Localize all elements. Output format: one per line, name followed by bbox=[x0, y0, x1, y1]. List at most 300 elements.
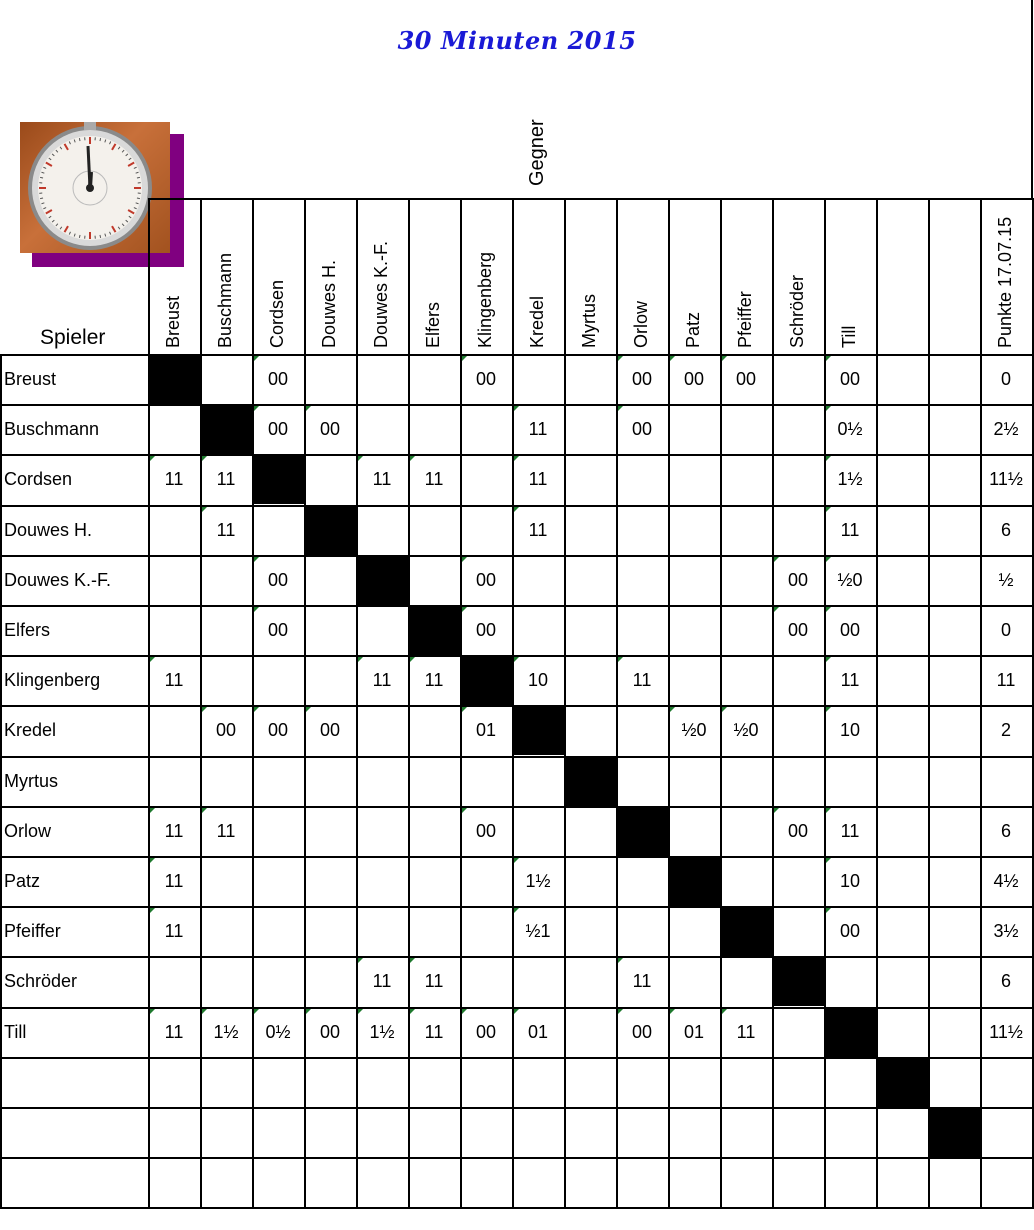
result-cell bbox=[564, 555, 616, 605]
self-match-cell bbox=[408, 605, 460, 655]
row-divider bbox=[0, 1157, 1034, 1159]
result-cell: 11 bbox=[372, 971, 392, 991]
result-cell: 00 bbox=[787, 821, 809, 841]
result-cell bbox=[408, 756, 460, 806]
result-cell bbox=[252, 806, 304, 856]
result-cell: 01 bbox=[475, 720, 497, 740]
result-cell bbox=[772, 505, 824, 555]
result-cell: ½0 bbox=[681, 720, 707, 740]
result-cell: 11 bbox=[164, 1022, 184, 1042]
result-cell: 11 bbox=[424, 469, 444, 489]
result-cell: 11 bbox=[528, 419, 548, 439]
column-header bbox=[668, 198, 720, 354]
result-cell: 11 bbox=[528, 469, 548, 489]
result-cell bbox=[356, 1107, 408, 1157]
result-cell bbox=[512, 756, 564, 806]
result-cell bbox=[772, 655, 824, 705]
points-cell bbox=[980, 1157, 1032, 1207]
result-cell bbox=[720, 1057, 772, 1107]
result-cell bbox=[200, 1107, 252, 1157]
result-cell bbox=[356, 856, 408, 906]
result-cell bbox=[616, 505, 668, 555]
result-cell bbox=[408, 906, 460, 956]
result-cell bbox=[772, 404, 824, 454]
result-cell bbox=[564, 454, 616, 504]
result-cell bbox=[408, 1107, 460, 1157]
result-cell bbox=[720, 404, 772, 454]
result-cell bbox=[564, 404, 616, 454]
result-cell bbox=[564, 705, 616, 755]
row-label: Klingenberg bbox=[4, 670, 101, 690]
result-cell bbox=[772, 1057, 824, 1107]
result-cell bbox=[668, 1107, 720, 1157]
result-cell: 11 bbox=[840, 821, 860, 841]
result-cell: 1½ bbox=[525, 871, 551, 891]
column-header-label: Elfers bbox=[423, 301, 443, 348]
result-cell: 00 bbox=[475, 369, 497, 389]
result-cell: 00 bbox=[267, 419, 289, 439]
result-cell bbox=[824, 1107, 876, 1157]
result-cell bbox=[304, 605, 356, 655]
result-cell bbox=[304, 1107, 356, 1157]
column-header bbox=[720, 198, 772, 354]
column-divider bbox=[980, 198, 982, 1207]
result-cell: 11 bbox=[372, 670, 392, 690]
result-cell bbox=[252, 856, 304, 906]
row-divider bbox=[0, 756, 1034, 758]
row-divider bbox=[0, 454, 1034, 456]
result-cell bbox=[356, 705, 408, 755]
result-cell bbox=[772, 354, 824, 404]
row-divider bbox=[0, 605, 1034, 607]
result-cell bbox=[616, 906, 668, 956]
column-divider bbox=[772, 198, 774, 1207]
result-cell: 00 bbox=[839, 921, 861, 941]
result-cell: 00 bbox=[631, 419, 653, 439]
result-cell bbox=[720, 454, 772, 504]
row-divider bbox=[0, 906, 1034, 908]
row-label: Orlow bbox=[4, 821, 52, 841]
result-cell bbox=[668, 655, 720, 705]
row-label: Breust bbox=[4, 369, 57, 389]
result-cell bbox=[720, 605, 772, 655]
row-divider bbox=[0, 1057, 1034, 1059]
column-header-label: Punkte 17.07.15 bbox=[995, 216, 1015, 348]
result-cell bbox=[876, 555, 928, 605]
self-match-cell bbox=[200, 404, 252, 454]
row-label: Kredel bbox=[4, 720, 57, 740]
result-cell bbox=[304, 856, 356, 906]
row-label: Buschmann bbox=[4, 419, 100, 439]
points-cell bbox=[980, 756, 1032, 806]
result-cell bbox=[512, 806, 564, 856]
result-cell bbox=[200, 605, 252, 655]
result-cell bbox=[720, 655, 772, 705]
result-cell: 00 bbox=[267, 720, 289, 740]
points-cell: 6 bbox=[1000, 520, 1011, 540]
result-cell bbox=[928, 756, 980, 806]
result-cell: ½0 bbox=[837, 570, 863, 590]
self-match-cell bbox=[356, 555, 408, 605]
result-cell bbox=[564, 1157, 616, 1207]
left-border bbox=[0, 354, 2, 1207]
result-cell bbox=[876, 454, 928, 504]
result-cell: 00 bbox=[267, 570, 289, 590]
column-divider bbox=[356, 198, 358, 1207]
row-divider bbox=[0, 956, 1034, 958]
result-cell: 10 bbox=[527, 670, 549, 690]
result-cell bbox=[304, 555, 356, 605]
result-cell bbox=[460, 906, 512, 956]
result-cell: 00 bbox=[319, 419, 341, 439]
result-cell: ½1 bbox=[525, 921, 551, 941]
result-cell: 11 bbox=[164, 670, 184, 690]
result-cell bbox=[876, 705, 928, 755]
result-cell bbox=[564, 655, 616, 705]
points-cell: 6 bbox=[1000, 971, 1011, 991]
result-cell: 11 bbox=[424, 670, 444, 690]
result-cell: 11 bbox=[372, 469, 392, 489]
row-label: Cordsen bbox=[4, 469, 73, 489]
self-match-cell bbox=[148, 354, 200, 404]
result-cell bbox=[720, 856, 772, 906]
result-cell bbox=[772, 454, 824, 504]
result-cell bbox=[720, 956, 772, 1006]
result-cell: ½0 bbox=[733, 720, 759, 740]
result-cell: 00 bbox=[475, 821, 497, 841]
result-cell bbox=[512, 1057, 564, 1107]
result-cell bbox=[408, 555, 460, 605]
self-match-cell bbox=[928, 1107, 980, 1157]
row-divider bbox=[0, 655, 1034, 657]
result-cell bbox=[772, 1157, 824, 1207]
result-cell bbox=[564, 906, 616, 956]
result-cell bbox=[356, 354, 408, 404]
self-match-cell bbox=[252, 454, 304, 504]
result-cell bbox=[668, 505, 720, 555]
self-match-cell bbox=[876, 1057, 928, 1107]
points-cell: 11 bbox=[996, 670, 1016, 690]
result-cell bbox=[304, 1157, 356, 1207]
result-cell bbox=[148, 705, 200, 755]
result-cell bbox=[668, 605, 720, 655]
result-cell bbox=[304, 655, 356, 705]
result-cell bbox=[616, 1057, 668, 1107]
result-cell: 0½ bbox=[837, 419, 863, 439]
points-cell bbox=[980, 1057, 1032, 1107]
result-cell bbox=[564, 505, 616, 555]
result-cell bbox=[356, 605, 408, 655]
column-header-label: Breust bbox=[163, 295, 183, 348]
result-cell: 0½ bbox=[265, 1022, 291, 1042]
column-header bbox=[460, 198, 512, 354]
result-cell bbox=[252, 1157, 304, 1207]
result-cell: 11 bbox=[216, 469, 236, 489]
result-cell bbox=[720, 505, 772, 555]
result-cell: 00 bbox=[215, 720, 237, 740]
result-cell bbox=[148, 956, 200, 1006]
result-cell bbox=[824, 756, 876, 806]
result-cell bbox=[928, 505, 980, 555]
result-cell bbox=[928, 454, 980, 504]
result-cell bbox=[720, 1107, 772, 1157]
result-cell bbox=[564, 1007, 616, 1057]
row-divider bbox=[0, 806, 1034, 808]
result-cell: 00 bbox=[631, 1022, 653, 1042]
result-cell bbox=[668, 956, 720, 1006]
column-divider bbox=[876, 198, 878, 1207]
result-cell bbox=[460, 1057, 512, 1107]
result-cell bbox=[928, 605, 980, 655]
column-header bbox=[408, 198, 460, 354]
self-match-cell bbox=[772, 956, 824, 1006]
result-cell: 00 bbox=[839, 369, 861, 389]
result-cell bbox=[668, 1057, 720, 1107]
result-cell: 11 bbox=[736, 1022, 756, 1042]
result-cell: 00 bbox=[267, 369, 289, 389]
result-cell bbox=[772, 1107, 824, 1157]
column-header-label: Schröder bbox=[787, 274, 807, 348]
column-header-label: Orlow bbox=[631, 300, 651, 348]
result-cell bbox=[720, 756, 772, 806]
result-cell bbox=[512, 1157, 564, 1207]
result-cell bbox=[616, 705, 668, 755]
result-cell: 11 bbox=[216, 520, 236, 540]
result-cell bbox=[356, 1057, 408, 1107]
result-cell bbox=[876, 655, 928, 705]
result-cell bbox=[252, 505, 304, 555]
result-cell bbox=[772, 705, 824, 755]
points-cell: 11½ bbox=[989, 1022, 1023, 1042]
result-cell: 01 bbox=[527, 1022, 549, 1042]
result-cell: 11 bbox=[840, 670, 860, 690]
self-match-cell bbox=[512, 705, 564, 755]
column-header bbox=[200, 198, 252, 354]
result-cell bbox=[928, 404, 980, 454]
column-header-label: Pfeiffer bbox=[735, 291, 755, 348]
header-top-line bbox=[148, 198, 1034, 200]
result-cell bbox=[200, 1157, 252, 1207]
column-header bbox=[304, 198, 356, 354]
row-divider bbox=[0, 404, 1034, 406]
result-cell: 00 bbox=[735, 369, 757, 389]
result-cell bbox=[876, 1157, 928, 1207]
result-cell bbox=[460, 505, 512, 555]
column-divider bbox=[668, 198, 670, 1207]
self-match-cell bbox=[824, 1007, 876, 1057]
column-divider bbox=[304, 198, 306, 1207]
result-cell bbox=[824, 956, 876, 1006]
column-header-label: Douwes K.-F. bbox=[371, 240, 391, 348]
column-header-label: Myrtus bbox=[579, 294, 599, 348]
result-cell bbox=[928, 856, 980, 906]
result-cell bbox=[876, 354, 928, 404]
result-cell bbox=[148, 555, 200, 605]
result-cell bbox=[772, 906, 824, 956]
right-border bbox=[1031, 0, 1033, 198]
row-divider bbox=[0, 505, 1034, 507]
result-cell bbox=[564, 956, 616, 1006]
result-cell bbox=[252, 906, 304, 956]
result-cell bbox=[928, 1057, 980, 1107]
column-divider bbox=[512, 198, 514, 1207]
result-cell bbox=[876, 505, 928, 555]
result-cell bbox=[616, 454, 668, 504]
points-cell: 11½ bbox=[989, 469, 1023, 489]
column-header-label: Till bbox=[839, 325, 859, 348]
result-cell bbox=[252, 756, 304, 806]
column-header-label: Buschmann bbox=[215, 252, 235, 348]
result-cell bbox=[512, 555, 564, 605]
row-divider bbox=[0, 1107, 1034, 1109]
result-cell: 11 bbox=[632, 971, 652, 991]
points-cell: ½ bbox=[998, 570, 1014, 590]
result-cell bbox=[512, 956, 564, 1006]
result-cell bbox=[772, 1007, 824, 1057]
column-header bbox=[824, 198, 876, 354]
result-cell bbox=[876, 906, 928, 956]
result-cell bbox=[564, 806, 616, 856]
result-cell bbox=[252, 956, 304, 1006]
column-divider bbox=[824, 198, 826, 1207]
result-cell bbox=[616, 856, 668, 906]
result-cell bbox=[200, 354, 252, 404]
points-cell: 0 bbox=[1000, 620, 1011, 640]
result-cell: 10 bbox=[839, 871, 861, 891]
result-cell: 1½ bbox=[369, 1022, 395, 1042]
result-cell bbox=[928, 806, 980, 856]
self-match-cell bbox=[720, 906, 772, 956]
result-cell bbox=[928, 1007, 980, 1057]
result-cell: 00 bbox=[475, 570, 497, 590]
column-header bbox=[980, 198, 1032, 354]
result-cell bbox=[564, 856, 616, 906]
row-divider bbox=[0, 1207, 1034, 1209]
result-cell bbox=[200, 555, 252, 605]
result-cell bbox=[304, 906, 356, 956]
column-divider bbox=[564, 198, 566, 1207]
result-cell bbox=[460, 756, 512, 806]
result-cell bbox=[200, 956, 252, 1006]
column-divider bbox=[408, 198, 410, 1207]
result-cell bbox=[616, 1157, 668, 1207]
result-cell: 10 bbox=[839, 720, 861, 740]
column-header-empty bbox=[876, 198, 928, 354]
points-cell: 3½ bbox=[993, 921, 1019, 941]
result-cell bbox=[720, 1157, 772, 1207]
result-cell bbox=[148, 1107, 200, 1157]
result-cell: 11 bbox=[216, 821, 236, 841]
spieler-label: Spieler bbox=[40, 326, 106, 349]
result-cell bbox=[772, 756, 824, 806]
result-cell bbox=[408, 806, 460, 856]
column-header bbox=[616, 198, 668, 354]
result-cell bbox=[148, 1057, 200, 1107]
row-label: Myrtus bbox=[4, 771, 58, 791]
result-cell bbox=[252, 655, 304, 705]
result-cell bbox=[668, 555, 720, 605]
result-cell bbox=[148, 404, 200, 454]
result-cell: 11 bbox=[632, 670, 652, 690]
result-cell bbox=[356, 505, 408, 555]
result-cell bbox=[564, 1107, 616, 1157]
result-cell: 11 bbox=[528, 520, 548, 540]
column-divider bbox=[148, 198, 150, 1207]
result-cell bbox=[356, 1157, 408, 1207]
row-divider bbox=[0, 354, 1034, 356]
column-divider bbox=[928, 198, 930, 1207]
result-cell bbox=[460, 454, 512, 504]
result-cell bbox=[200, 1057, 252, 1107]
row-label: Pfeiffer bbox=[4, 921, 61, 941]
result-cell: 11 bbox=[164, 921, 184, 941]
result-cell: 00 bbox=[787, 620, 809, 640]
row-label: Till bbox=[4, 1022, 27, 1042]
result-cell bbox=[408, 404, 460, 454]
result-cell bbox=[668, 454, 720, 504]
result-cell bbox=[772, 856, 824, 906]
result-cell: 11 bbox=[164, 821, 184, 841]
result-cell bbox=[304, 806, 356, 856]
row-divider bbox=[0, 705, 1034, 707]
points-cell bbox=[980, 1107, 1032, 1157]
result-cell bbox=[460, 1107, 512, 1157]
result-cell: 00 bbox=[475, 1022, 497, 1042]
result-cell bbox=[928, 705, 980, 755]
result-cell bbox=[148, 605, 200, 655]
column-header-label: Cordsen bbox=[267, 279, 287, 348]
result-cell bbox=[616, 555, 668, 605]
result-cell: 00 bbox=[475, 620, 497, 640]
row-label: Patz bbox=[4, 871, 41, 891]
result-cell: 11 bbox=[164, 871, 184, 891]
column-header-label: Kredel bbox=[527, 295, 547, 348]
result-cell: 1½ bbox=[213, 1022, 239, 1042]
points-cell: 6 bbox=[1000, 821, 1011, 841]
result-cell bbox=[148, 505, 200, 555]
row-label: Elfers bbox=[4, 620, 51, 640]
result-cell bbox=[876, 605, 928, 655]
result-cell: 00 bbox=[839, 620, 861, 640]
column-header bbox=[772, 198, 824, 354]
result-cell bbox=[876, 856, 928, 906]
result-cell: 00 bbox=[319, 720, 341, 740]
column-divider bbox=[252, 198, 254, 1207]
result-cell: 00 bbox=[787, 570, 809, 590]
result-cell bbox=[408, 505, 460, 555]
result-cell: 11 bbox=[164, 469, 184, 489]
result-cell bbox=[668, 906, 720, 956]
result-cell bbox=[876, 806, 928, 856]
result-cell bbox=[356, 404, 408, 454]
column-divider bbox=[720, 198, 722, 1207]
result-cell: 11 bbox=[840, 520, 860, 540]
result-cell bbox=[876, 1007, 928, 1057]
result-cell bbox=[200, 906, 252, 956]
row-label: Schröder bbox=[4, 971, 78, 991]
result-cell bbox=[460, 1157, 512, 1207]
result-cell bbox=[460, 404, 512, 454]
result-cell bbox=[928, 906, 980, 956]
result-cell bbox=[304, 454, 356, 504]
self-match-cell bbox=[304, 505, 356, 555]
result-cell bbox=[616, 605, 668, 655]
result-cell bbox=[720, 806, 772, 856]
result-cell bbox=[824, 1157, 876, 1207]
result-cell bbox=[876, 956, 928, 1006]
result-cell bbox=[408, 856, 460, 906]
result-cell: 11 bbox=[424, 1022, 444, 1042]
